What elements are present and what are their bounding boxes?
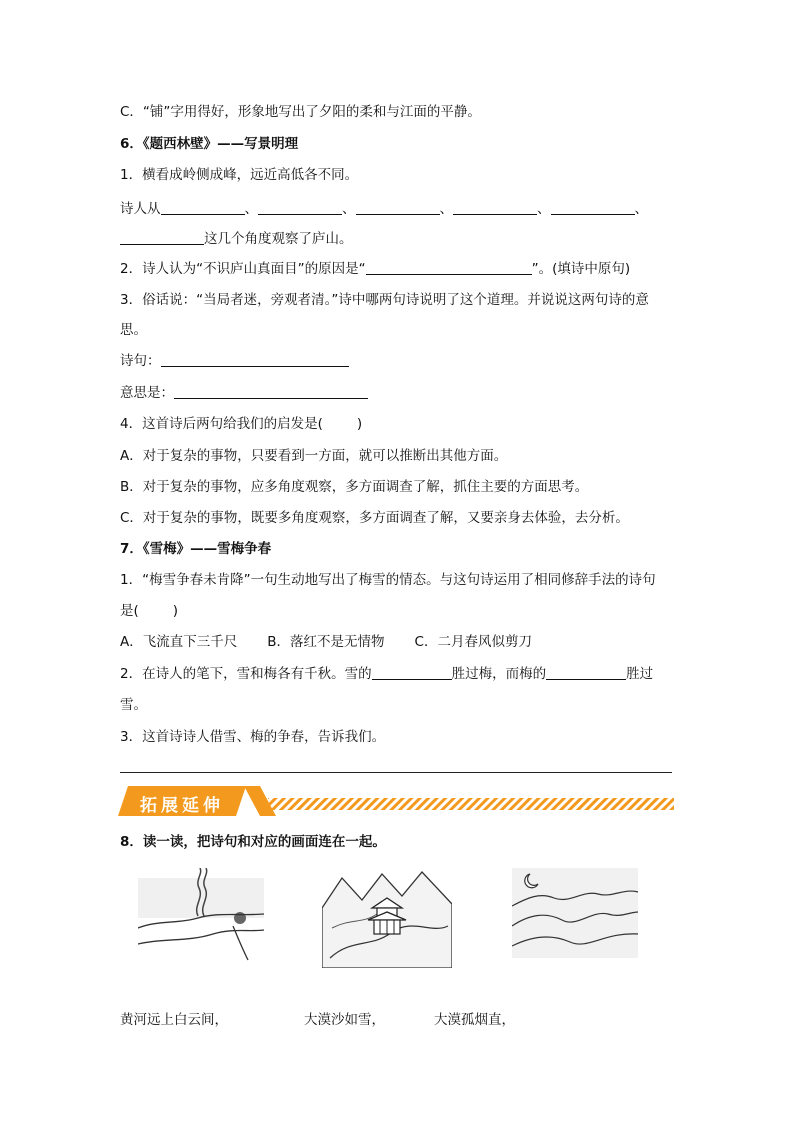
separator: 、 [244, 201, 258, 217]
option-6-4-c: C．对于复杂的事物，既要多角度观察，多方面调查了解，又要亲身去体验，去分析。 [120, 510, 629, 526]
question-7-1-line-2 [120, 601, 178, 621]
paren-close: ) [172, 603, 179, 619]
option-7-1-b: B．落红不是无情物 [267, 634, 385, 650]
poem-line-3[interactable]: 大漠孤烟直， [434, 1012, 515, 1028]
mountain-pavilion-icon [322, 868, 452, 968]
answer-blank[interactable] [551, 200, 635, 215]
option-6-4-a: A．对于复杂的事物，只要看到一方面，就可以推断出其他方面。 [120, 448, 508, 464]
paren-close: ) [356, 416, 363, 432]
answer-blank[interactable] [161, 200, 245, 215]
meaning-answer-blank[interactable] [174, 384, 368, 399]
answer-blank[interactable] [372, 665, 452, 680]
mountain-pavilion-picture[interactable] [322, 868, 452, 968]
q6-1-prefix: 诗人从 [120, 201, 161, 217]
option-c-pu: C．“铺”字用得好，形象地写出了夕阳的柔和与江面的平静。 [120, 104, 481, 120]
question-7-2-line-2: 雪。 [120, 697, 147, 713]
separator: 、 [439, 201, 453, 217]
q6-2-prefix: 2．诗人认为“不识庐山真面目”的原因是“ [120, 261, 366, 277]
section-banner [118, 784, 674, 818]
poem-answer-blank[interactable] [161, 352, 349, 367]
q6-4-prefix: 4．这首诗后两句给我们的启发是( [120, 416, 323, 432]
question-6-3-poem [120, 351, 349, 371]
separator: 、 [537, 201, 551, 217]
q7-2-part-2: 胜过梅，而梅的 [451, 666, 547, 682]
desert-dunes-moon-icon [512, 868, 638, 958]
q7-2-part-3: 胜过 [626, 666, 654, 682]
option-7-1-a: A．飞流直下三千尺 [120, 634, 238, 650]
question-6-3-line-1: 3．俗话说：“当局者迷，旁观者清。”诗中哪两句诗说明了这个道理。并说说这两句诗的意 [120, 292, 649, 308]
answer-blank[interactable] [356, 200, 440, 215]
question-7-3: 3．这首诗诗人借雪、梅的争春，告诉我们。 [120, 729, 386, 745]
answer-blank[interactable] [120, 230, 204, 245]
question-6-1-blanks-2 [120, 229, 353, 249]
question-6-3-line-2: 思。 [120, 322, 147, 338]
q6-1-suffix: 这几个角度观察了庐山。 [204, 231, 353, 247]
desert-smoke-sun-picture[interactable] [138, 868, 264, 964]
answer-blank[interactable] [546, 665, 626, 680]
section-7-title: 7．《雪梅》——雪梅争春 [120, 541, 272, 557]
banner-title: 拓展延伸 [140, 796, 224, 816]
option-7-1-c: C．二月春风似剪刀 [414, 634, 532, 650]
separator: 、 [342, 201, 356, 217]
answer-blank[interactable] [366, 260, 532, 275]
section-6-title: 6．《题西林壁》——写景明理 [120, 136, 299, 152]
meaning-label: 意思是： [120, 385, 174, 401]
poem-label: 诗句： [120, 353, 161, 369]
question-7-1-line-1: 1．“梅雪争春未肯降”一句生动地写出了梅雪的情态。与这句诗运用了相同修辞手法的诗句 [120, 572, 656, 588]
answer-blank[interactable] [453, 200, 537, 215]
q7-2-part-1: 2．在诗人的笔下，雪和梅各有千秋。雪的 [120, 666, 372, 682]
section-8-title: 8．读一读，把诗句和对应的画面连在一起。 [120, 834, 386, 850]
option-6-4-b: B．对于复杂的事物，应多角度观察，多方面调查了解，抓住主要的方面思考。 [120, 479, 589, 495]
q6-2-suffix: ”。(填诗中原句) [531, 261, 631, 277]
desert-dunes-moon-picture[interactable] [512, 868, 638, 958]
answer-line[interactable] [120, 772, 672, 773]
poem-line-1[interactable]: 黄河远上白云间， [120, 1012, 228, 1028]
question-7-2 [120, 664, 653, 684]
separator: 、 [634, 201, 648, 217]
question-6-1: 1．横看成岭侧成峰，远近高低各不同。 [120, 167, 359, 183]
answer-blank[interactable] [258, 200, 342, 215]
question-6-4 [120, 414, 362, 434]
q7-1-prefix: 是( [120, 603, 139, 619]
question-6-2 [120, 259, 630, 279]
question-6-3-meaning [120, 383, 368, 403]
question-7-1-options [120, 632, 532, 652]
desert-smoke-sun-icon [138, 868, 264, 964]
question-6-1-blanks [120, 199, 648, 219]
poem-line-2[interactable]: 大漠沙如雪， [304, 1012, 385, 1028]
